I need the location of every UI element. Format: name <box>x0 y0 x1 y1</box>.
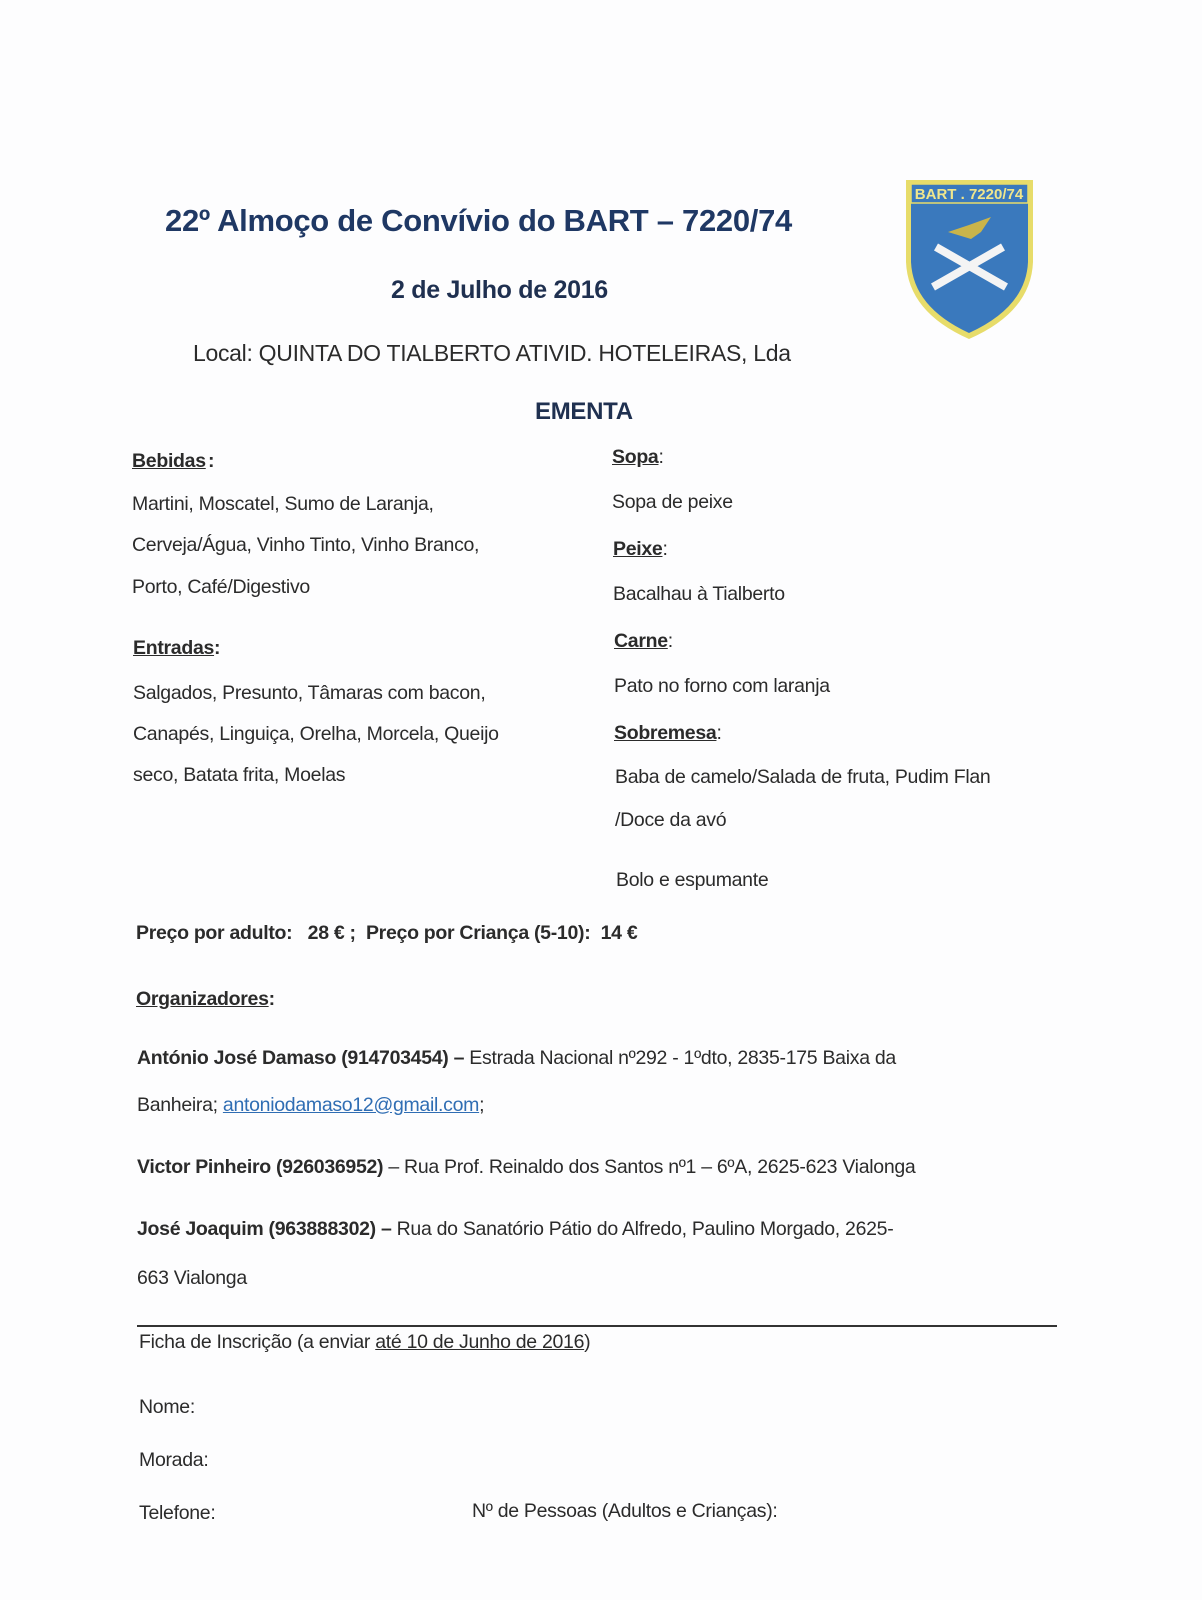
entradas-line: seco, Batata frita, Moelas <box>133 764 346 786</box>
email-link[interactable]: antoniodamaso12@gmail.com <box>222 1094 480 1116</box>
organizers-heading: Organizadores: <box>136 988 275 1010</box>
organizer-1: António José Damaso (914703454) – Estrada Nacional nº292 - 1ºdto, 2835-175 Baixa da <box>137 1047 896 1069</box>
name-field-label: Nome: <box>139 1396 195 1418</box>
bebidas-line: Martini, Moscatel, Sumo de Laranja, <box>132 493 434 515</box>
peixe-line: Bacalhau à Tialberto <box>613 583 785 605</box>
people-count-label: Nº de Pessoas (Adultos e Crianças): <box>472 1500 778 1522</box>
sopa-line: Sopa de peixe <box>612 491 733 513</box>
section-entradas-heading: Entradas <box>133 637 215 659</box>
bart-shield-logo <box>903 177 1036 342</box>
organizer-1-cont: Banheira; antoniodamaso12@gmail.com; <box>137 1094 485 1116</box>
entradas-line: Salgados, Presunto, Tâmaras com bacon, <box>133 682 486 704</box>
section-carne-heading: Carne: <box>614 630 673 652</box>
organizer-3: José Joaquim (963888302) – Rua do Sanatório Pátio do Alfredo, Paulino Morgado, 2625- <box>137 1218 894 1240</box>
section-bebidas-heading: Bebidas <box>132 450 206 472</box>
event-date: 2 de Julho de 2016 <box>391 276 608 304</box>
bebidas-line: Cerveja/Água, Vinho Tinto, Vinho Branco, <box>132 534 480 556</box>
location-label: Local: <box>193 340 253 366</box>
page-title: 22º Almoço de Convívio do BART – 7220/74 <box>165 203 792 238</box>
divider-line <box>137 1325 1057 1327</box>
carne-line: Pato no forno com laranja <box>614 675 830 697</box>
section-sopa-heading: Sopa: <box>612 446 664 468</box>
location-value: QUINTA DO TIALBERTO ATIVID. HOTELEIRAS, Lda <box>258 340 791 366</box>
svg-text:BART . 7220/74: BART . 7220/74 <box>914 186 1024 203</box>
colon: : <box>214 637 221 659</box>
colon: : <box>208 450 215 472</box>
event-location <box>193 340 791 367</box>
address-field-label: Morada: <box>139 1449 209 1471</box>
phone-field-label: Telefone: <box>139 1502 216 1524</box>
entradas-line: Canapés, Linguiça, Orelha, Morcela, Queijo <box>133 723 499 745</box>
section-peixe-heading: Peixe: <box>613 538 668 560</box>
organizer-2: Victor Pinheiro (926036952) – Rua Prof. Reinaldo dos Santos nº1 – 6ºA, 2625-623 Vialonga <box>137 1156 916 1178</box>
section-sobremesa-heading: Sobremesa: <box>614 722 722 744</box>
sobremesa-line: /Doce da avó <box>615 809 727 831</box>
menu-heading: EMENTA <box>535 398 633 425</box>
organizer-3-cont: 663 Vialonga <box>137 1267 247 1289</box>
sobremesa-line: Bolo e espumante <box>616 869 769 891</box>
price-info: Preço por adulto: 28 € ; Preço por Criança (5-10): 14 € <box>136 922 638 944</box>
form-intro: Ficha de Inscrição (a enviar até 10 de Junho de 2016) <box>139 1331 591 1353</box>
bebidas-line: Porto, Café/Digestivo <box>132 576 310 598</box>
sobremesa-line: Baba de camelo/Salada de fruta, Pudim Flan <box>615 766 991 788</box>
